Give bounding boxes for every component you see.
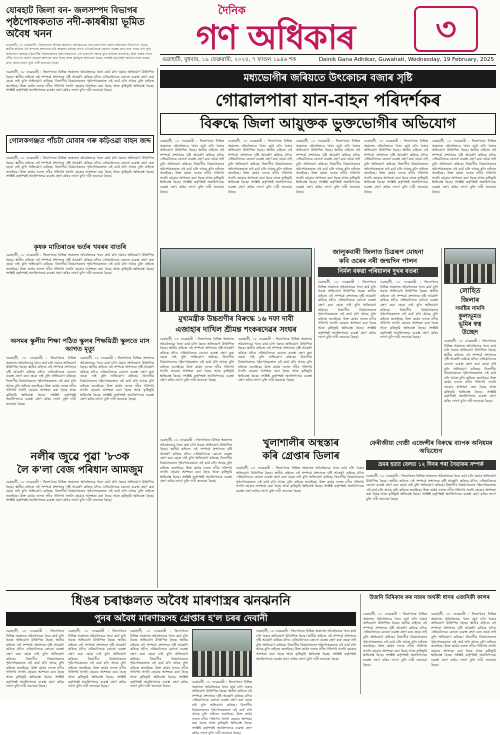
far-right-headline-1: লোহিত	[459, 287, 481, 295]
left-story-5-headline-1: নলীৰ জুৱে পুৱা '৮৩ক	[30, 450, 130, 463]
center-text-3a: গুৱাহাটী, ১৮ ফেব্ৰুৱাৰী : জিলাখনৰ বিভিন্ন অঞ্চলত অবৈধভাৱে খনন কাৰ্য চলি থকাৰ অভিযোগ উত্থাপিত হৈছে। স্থানীয় ৰাইজে এই সম্পৰ্কে প্ৰশাসনৰ দৃষ্টি আকৰ্ষণ কৰিছে যদিও এতিয়ালৈকে কোনো ব্যৱস্থা গ্ৰহণ কৰা হোৱা নাই বুলি অভিযোগ কৰিছে। বিভাগীয় বিষয়াসকলৰ পৃষ্ঠপোষকতাত এই কাৰ্য চলি আছে বুলি ৰাইজে জনাইছে। উক্ত কাৰ্যৰ ফলত নদীৰ গতিপথ সলনি হোৱাৰ আশংকা কৰা হৈছে আৰু কৃষিভূমি ক্ষতিগ্ৰস্ত হৈছে। সংশ্লিষ্ট কৰ্তৃপক্ষই অনতিপলমে ব্যৱস্থা গ্ৰহণ কৰিব লাগে বুলি দাবী জনোৱা হৈছে।	[160, 438, 232, 484]
column-divider-3	[441, 248, 442, 436]
dateline	[160, 54, 496, 66]
top-left-headline-1: যোৰহাট জিলা বন- জলসম্পদ বিভাগৰ	[6, 6, 138, 16]
left-column-text-1: গুৱাহাটী, ১৮ ফেব্ৰুৱাৰী : জিলাখনৰ বিভিন্ন অঞ্চলত অবৈধভাৱে খনন কাৰ্য চলি থকাৰ অভিযোগ উত্থাপিত হৈছে। স্থানীয় ৰাইজে এই সম্পৰ্কে প্ৰশাসনৰ দৃষ্টি আকৰ্ষণ কৰিছে যদিও এতিয়ালৈকে কোনো ব্যৱস্থা গ্ৰহণ কৰা হোৱা নাই বুলি অভিযোগ কৰিছে। বিভাগীয় বিষয়াসকলৰ পৃষ্ঠপোষকতাত এই কাৰ্য চলি আছে বুলি ৰাইজে জনাইছে। উক্ত কাৰ্যৰ ফলত নদীৰ গতিপথ সলনি হোৱাৰ আশংকা কৰা হৈছে আৰু কৃষিভূমি ক্ষতিগ্ৰস্ত হৈছে। সংশ্লিষ্ট কৰ্তৃপক্ষই অনতিপলমে ব্যৱস্থা গ্ৰহণ কৰিব লাগে বুলি দাবী জনোৱা হৈছে।	[6, 70, 154, 93]
bottom-headline: ধিঙৰ চৰাঞ্চলত অবৈধ মাৰণাস্ত্ৰৰ ঝনঝননি	[71, 594, 291, 609]
left-story-5-headline-2: লৈ ক'লা বেজ পৰিধান আমজুম	[17, 465, 143, 476]
main-kicker: মধ্যভোগীৰ জৰিয়তে উৎকোচৰ বজাৰ সৃষ্টি	[160, 70, 496, 88]
main-text-col-5: গুৱাহাটী, ১৮ ফেব্ৰুৱাৰী : জিলাখনৰ বিভিন্ন অঞ্চলত অবৈধভাৱে খনন কাৰ্য চলি থকাৰ অভিযোগ উত্থাপিত হৈছে। স্থানীয় ৰাইজে এই সম্পৰ্কে প্ৰশাসনৰ দৃষ্টি আকৰ্ষণ কৰিছে যদিও এতিয়ালৈকে কোনো ব্যৱস্থা গ্ৰহণ কৰা হোৱা নাই বুলি অভিযোগ কৰিছে। বিভাগীয় বিষয়াসকলৰ পৃষ্ঠপোষকতাত এই কাৰ্য চলি আছে বুলি ৰাইজে জনাইছে। উক্ত কাৰ্যৰ ফলত নদীৰ গতিপথ সলনি হোৱাৰ আশংকা কৰা হৈছে আৰু কৃষিভূমি ক্ষতিগ্ৰস্ত হৈছে। সংশ্লিষ্ট কৰ্তৃপক্ষই অনতিপলমে ব্যৱস্থা গ্ৰহণ কৰিব লাগে বুলি দাবী জনোৱা হৈছে।	[432, 139, 496, 194]
bottom-text-b: গুৱাহাটী, ১৮ ফেব্ৰুৱাৰী : জিলাখনৰ বিভিন্ন অঞ্চলত অবৈধভাৱে খনন কাৰ্য চলি থকাৰ অভিযোগ উত্থাপিত হৈছে। স্থানীয় ৰাইজে এই সম্পৰ্কে প্ৰশাসনৰ দৃষ্টি আকৰ্ষণ কৰিছে যদিও এতিয়ালৈকে কোনো ব্যৱস্থা গ্ৰহণ কৰা হোৱা নাই বুলি অভিযোগ কৰিছে। বিভাগীয় বিষয়াসকলৰ পৃষ্ঠপোষকতাত এই কাৰ্য চলি আছে বুলি ৰাইজে জনাইছে। উক্ত কাৰ্যৰ ফলত নদীৰ গতিপথ সলনি হোৱাৰ আশংকা কৰা হৈছে আৰু কৃষিভূমি ক্ষতিগ্ৰস্ত হৈছে। সংশ্লিষ্ট কৰ্তৃপক্ষই অনতিপলমে ব্যৱস্থা গ্ৰহণ কৰিব লাগে বুলি দাবী জনোৱা হৈছে।	[68, 629, 126, 689]
dateline-assamese: গুৱাহাটী, বুধবাৰ, ১৯ ফেব্ৰুৱাৰী, ২০২৫, ৭ ফাগুন ১৯৪৬ শক	[162, 57, 297, 63]
right-text-a: গুৱাহাটী, ১৮ ফেব্ৰুৱাৰী : জিলাখনৰ বিভিন্ন অঞ্চলত অবৈধভাৱে খনন কাৰ্য চলি থকাৰ অভিযোগ উত্থাপিত হৈছে। স্থানীয় ৰাইজে এই সম্পৰ্কে প্ৰশাসনৰ দৃষ্টি আকৰ্ষণ কৰিছে যদিও এতিয়ালৈকে কোনো ব্যৱস্থা গ্ৰহণ কৰা হোৱা নাই বুলি অভিযোগ কৰিছে। বিভাগীয় বিষয়াসকলৰ পৃষ্ঠপোষকতাত এই কাৰ্য চলি আছে বুলি ৰাইজে জনাইছে। উক্ত কাৰ্যৰ ফলত নদীৰ গতিপথ সলনি হোৱাৰ আশংকা কৰা হৈছে আৰু কৃষিভূমি ক্ষতিগ্ৰস্ত হৈছে। সংশ্লিষ্ট কৰ্তৃপক্ষই অনতিপলমে ব্যৱস্থা গ্ৰহণ কৰিব লাগে বুলি দাবী জনোৱা হৈছে।	[318, 280, 376, 340]
far-right-headline-4: কুলাভূমত	[458, 313, 482, 320]
center-story-2-headline: মুখ্যমন্ত্ৰীক উচ্চশ্ৰণীৰ বিৰুদ্ধে ১৬ দফা দাবী	[178, 315, 294, 323]
bottom-subhead: পুনৰ অবৈধ মাৰণাস্ত্ৰসহ গ্ৰেপ্তাৰ হ'ল চৰৰ দেবানী	[6, 612, 356, 626]
main-text-col-3: গুৱাহাটী, ১৮ ফেব্ৰুৱাৰী : জিলাখনৰ বিভিন্ন অঞ্চলত অবৈধভাৱে খনন কাৰ্য চলি থকাৰ অভিযোগ উত্থাপিত হৈছে। স্থানীয় ৰাইজে এই সম্পৰ্কে প্ৰশাসনৰ দৃষ্টি আকৰ্ষণ কৰিছে যদিও এতিয়ালৈকে কোনো ব্যৱস্থা গ্ৰহণ কৰা হোৱা নাই বুলি অভিযোগ কৰিছে। বিভাগীয় বিষয়াসকলৰ পৃষ্ঠপোষকতাত এই কাৰ্য চলি আছে বুলি ৰাইজে জনাইছে। উক্ত কাৰ্যৰ ফলত নদীৰ গতিপথ সলনি হোৱাৰ আশংকা কৰা হৈছে আৰু কৃষিভূমি ক্ষতিগ্ৰস্ত হৈছে। সংশ্লিষ্ট কৰ্তৃপক্ষই অনতিপলমে ব্যৱস্থা গ্ৰহণ কৰিব লাগে বুলি দাবী জনোৱা হৈছে।	[296, 139, 360, 194]
bottom-text-a: গুৱাহাটী, ১৮ ফেব্ৰুৱাৰী : জিলাখনৰ বিভিন্ন অঞ্চলত অবৈধভাৱে খনন কাৰ্য চলি থকাৰ অভিযোগ উত্থাপিত হৈছে। স্থানীয় ৰাইজে এই সম্পৰ্কে প্ৰশাসনৰ দৃষ্টি আকৰ্ষণ কৰিছে যদিও এতিয়ালৈকে কোনো ব্যৱস্থা গ্ৰহণ কৰা হোৱা নাই বুলি অভিযোগ কৰিছে। বিভাগীয় বিষয়াসকলৰ পৃষ্ঠপোষকতাত এই কাৰ্য চলি আছে বুলি ৰাইজে জনাইছে। উক্ত কাৰ্যৰ ফলত নদীৰ গতিপথ সলনি হোৱাৰ আশংকা কৰা হৈছে আৰু কৃষিভূমি ক্ষতিগ্ৰস্ত হৈছে। সংশ্লিষ্ট কৰ্তৃপক্ষই অনতিপলমে ব্যৱস্থা গ্ৰহণ কৰিব লাগে বুলি দাবী জনোৱা হৈছে।	[6, 629, 64, 689]
page-number: ৩	[414, 6, 478, 52]
center-text-3c: গুৱাহাটী, ১৮ ফেব্ৰুৱাৰী : জিলাখনৰ বিভিন্ন অঞ্চলত অবৈধভাৱে খনন কাৰ্য চলি থকাৰ অভিযোগ উত্থাপিত হৈছে। স্থানীয় ৰাইজে এই সম্পৰ্কে প্ৰশাসনৰ দৃষ্টি আকৰ্ষণ কৰিছে যদিও এতিয়ালৈকে কোনো ব্যৱস্থা গ্ৰহণ কৰা হোৱা নাই বুলি অভিযোগ কৰিছে। বিভাগীয় বিষয়াসকলৰ পৃষ্ঠপোষকতাত এই কাৰ্য চলি আছে বুলি ৰাইজে জনাইছে। উক্ত কাৰ্যৰ ফলত নদীৰ গতিপথ সলনি হোৱাৰ আশংকা কৰা হৈছে আৰু কৃষিভূমি ক্ষতিগ্ৰস্ত হৈছে। সংশ্লিষ্ট কৰ্তৃপক্ষই অনতিপলমে ব্যৱস্থা গ্ৰহণ কৰিব লাগে বুলি দাবী জনোৱা হৈছে।	[366, 474, 496, 501]
top-left-headline-2: পৃষ্ঠপোষকতাত নদী-কাষৰীয়া ভূমিত অবৈধ খনন	[6, 17, 145, 40]
column-divider-1	[157, 68, 158, 588]
main-text-col-1: গুৱাহাটী, ১৮ ফেব্ৰুৱাৰী : জিলাখনৰ বিভিন্ন অঞ্চলত অবৈধভাৱে খনন কাৰ্য চলি থকাৰ অভিযোগ উত্থাপিত হৈছে। স্থানীয় ৰাইজে এই সম্পৰ্কে প্ৰশাসনৰ দৃষ্টি আকৰ্ষণ কৰিছে যদিও এতিয়ালৈকে কোনো ব্যৱস্থা গ্ৰহণ কৰা হোৱা নাই বুলি অভিযোগ কৰিছে। বিভাগীয় বিষয়াসকলৰ পৃষ্ঠপোষকতাত এই কাৰ্য চলি আছে বুলি ৰাইজে জনাইছে। উক্ত কাৰ্যৰ ফলত নদীৰ গতিপথ সলনি হোৱাৰ আশংকা কৰা হৈছে আৰু কৃষিভূমি ক্ষতিগ্ৰস্ত হৈছে। সংশ্লিষ্ট কৰ্তৃপক্ষই অনতিপলমে ব্যৱস্থা গ্ৰহণ কৰিব লাগে বুলি দাবী জনোৱা হৈছে।	[160, 139, 224, 194]
center-story-3-headline-2: কৰি গ্ৰেপ্তাৰ ডিলাৰ	[262, 451, 340, 462]
left-column-text-4a: গুৱাহাটী, ১৮ ফেব্ৰুৱাৰী : জিলাখনৰ বিভিন্ন অঞ্চলত অবৈধভাৱে খনন কাৰ্য চলি থকাৰ অভিযোগ উত্থাপিত হৈছে। স্থানীয় ৰাইজে এই সম্পৰ্কে প্ৰশাসনৰ দৃষ্টি আকৰ্ষণ কৰিছে যদিও এতিয়ালৈকে কোনো ব্যৱস্থা গ্ৰহণ কৰা হোৱা নাই বুলি অভিযোগ কৰিছে। বিভাগীয় বিষয়াসকলৰ পৃষ্ঠপোষকতাত এই কাৰ্য চলি আছে বুলি ৰাইজে জনাইছে। উক্ত কাৰ্যৰ ফলত নদীৰ গতিপথ সলনি হোৱাৰ আশংকা কৰা হৈছে আৰু কৃষিভূমি ক্ষতিগ্ৰস্ত হৈছে। সংশ্লিষ্ট কৰ্তৃপক্ষই অনতিপলমে ব্যৱস্থা গ্ৰহণ কৰিব লাগে বুলি দাবী জনোৱা হৈছে।	[6, 356, 76, 406]
left-column-text-3: গুৱাহাটী, ১৮ ফেব্ৰুৱাৰী : জিলাখনৰ বিভিন্ন অঞ্চলত অবৈধভাৱে খনন কাৰ্য চলি থকাৰ অভিযোগ উত্থাপিত হৈছে। স্থানীয় ৰাইজে এই সম্পৰ্কে প্ৰশাসনৰ দৃষ্টি আকৰ্ষণ কৰিছে যদিও এতিয়ালৈকে কোনো ব্যৱস্থা গ্ৰহণ কৰা হোৱা নাই বুলি অভিযোগ কৰিছে। বিভাগীয় বিষয়াসকলৰ পৃষ্ঠপোষকতাত এই কাৰ্য চলি আছে বুলি ৰাইজে জনাইছে। উক্ত কাৰ্যৰ ফলত নদীৰ গতিপথ সলনি হোৱাৰ আশংকা কৰা হৈছে আৰু কৃষিভূমি ক্ষতিগ্ৰস্ত হৈছে। সংশ্লিষ্ট কৰ্তৃপক্ষই অনতিপলমে ব্যৱস্থা গ্ৰহণ কৰিব লাগে বুলি দাবী জনোৱা হৈছে।	[6, 253, 154, 276]
main-subhead: বিৰুদ্ধে জিলা আয়ুক্তক ভুক্তভোগীৰ অভিযোগ	[200, 116, 456, 132]
left-column-text-4b: গুৱাহাটী, ১৮ ফেব্ৰুৱাৰী : জিলাখনৰ বিভিন্ন অঞ্চলত অবৈধভাৱে খনন কাৰ্য চলি থকাৰ অভিযোগ উত্থাপিত হৈছে। স্থানীয় ৰাইজে এই সম্পৰ্কে প্ৰশাসনৰ দৃষ্টি আকৰ্ষণ কৰিছে যদিও এতিয়ালৈকে কোনো ব্যৱস্থা গ্ৰহণ কৰা হোৱা নাই বুলি অভিযোগ কৰিছে। বিভাগীয় বিষয়াসকলৰ পৃষ্ঠপোষকতাত এই কাৰ্য চলি আছে বুলি ৰাইজে জনাইছে। উক্ত কাৰ্যৰ ফলত নদীৰ গতিপথ সলনি হোৱাৰ আশংকা কৰা হৈছে আৰু কৃষিভূমি ক্ষতিগ্ৰস্ত হৈছে। সংশ্লিষ্ট কৰ্তৃপক্ষই অনতিপলমে ব্যৱস্থা গ্ৰহণ কৰিব লাগে বুলি দাবী জনোৱা হৈছে।	[80, 356, 154, 402]
far-right-headline-6: উচ্ছেদ	[462, 329, 478, 336]
small-headline-bar: ভ্ৰমৰ হত্যা বেলত ১২ দিনৰ পৰা সৈয়াকৰ সম্পৰ্ক	[366, 460, 496, 470]
far-right-text: গুৱাহাটী, ১৮ ফেব্ৰুৱাৰী : জিলাখনৰ বিভিন্ন অঞ্চলত অবৈধভাৱে খনন কাৰ্য চলি থকাৰ অভিযোগ উত্থাপিত হৈছে। স্থানীয় ৰাইজে এই সম্পৰ্কে প্ৰশাসনৰ দৃষ্টি আকৰ্ষণ কৰিছে যদিও এতিয়ালৈকে কোনো ব্যৱস্থা গ্ৰহণ কৰা হোৱা নাই বুলি অভিযোগ কৰিছে। বিভাগীয় বিষয়াসকলৰ পৃষ্ঠপোষকতাত এই কাৰ্য চলি আছে বুলি ৰাইজে জনাইছে। উক্ত কাৰ্যৰ ফলত নদীৰ গতিপথ সলনি হোৱাৰ আশংকা কৰা হৈছে আৰু কৃষিভূমি ক্ষতিগ্ৰস্ত হৈছে। সংশ্লিষ্ট কৰ্তৃপক্ষই অনতিপলমে ব্যৱস্থা গ্ৰহণ কৰিব লাগে বুলি দাবী জনোৱা হৈছে।	[444, 339, 496, 403]
dateline-english: Dainik Gana Adhikar, Guwahati, Wednesday, 19 February, 2025	[318, 57, 494, 63]
right-story-subhead: নিৰ্মল বৰুৱা পৰিয়ালৰ দুখৰ বতৰা	[318, 267, 438, 277]
right-story-headline-2: কবি ওৰেৰ নৰী জন্মদিন পালন	[338, 257, 418, 265]
left-column-text-5: গুৱাহাটী, ১৮ ফেব্ৰুৱাৰী : জিলাখনৰ বিভিন্ন অঞ্চলত অবৈধভাৱে খনন কাৰ্য চলি থকাৰ অভিযোগ উত্থাপিত হৈছে। স্থানীয় ৰাইজে এই সম্পৰ্কে প্ৰশাসনৰ দৃষ্টি আকৰ্ষণ কৰিছে যদিও এতিয়ালৈকে কোনো ব্যৱস্থা গ্ৰহণ কৰা হোৱা নাই বুলি অভিযোগ কৰিছে। বিভাগীয় বিষয়াসকলৰ পৃষ্ঠপোষকতাত এই কাৰ্য চলি আছে বুলি ৰাইজে জনাইছে। উক্ত কাৰ্যৰ ফলত নদীৰ গতিপথ সলনি হোৱাৰ আশংকা কৰা হৈছে আৰু কৃষিভূমি ক্ষতিগ্ৰস্ত হৈছে। সংশ্লিষ্ট কৰ্তৃপক্ষই অনতিপলমে ব্যৱস্থা গ্ৰহণ কৰিব লাগে বুলি দাবী জনোৱা হৈছে।	[6, 480, 154, 503]
masthead	[0, 0, 500, 78]
bottom-right-headline: উজনি মিৰিকাৰ কৰ নজৰ অৰ্থকী ধানৰ এজনিকী কালৰ	[369, 595, 490, 601]
main-text-col-4: গুৱাহাটী, ১৮ ফেব্ৰুৱাৰী : জিলাখনৰ বিভিন্ন অঞ্চলত অবৈধভাৱে খনন কাৰ্য চলি থকাৰ অভিযোগ উত্থাপিত হৈছে। স্থানীয় ৰাইজে এই সম্পৰ্কে প্ৰশাসনৰ দৃষ্টি আকৰ্ষণ কৰিছে যদিও এতিয়ালৈকে কোনো ব্যৱস্থা গ্ৰহণ কৰা হোৱা নাই বুলি অভিযোগ কৰিছে। বিভাগীয় বিষয়াসকলৰ পৃষ্ঠপোষকতাত এই কাৰ্য চলি আছে বুলি ৰাইজে জনাইছে। উক্ত কাৰ্যৰ ফলত নদীৰ গতিপথ সলনি হোৱাৰ আশংকা কৰা হৈছে আৰু কৃষিভূমি ক্ষতিগ্ৰস্ত হৈছে। সংশ্লিষ্ট কৰ্তৃপক্ষই অনতিপলমে ব্যৱস্থা গ্ৰহণ কৰিব লাগে বুলি দাবী জনোৱা হৈছে।	[364, 139, 428, 194]
right-text-b: গুৱাহাটী, ১৮ ফেব্ৰুৱাৰী : জিলাখনৰ বিভিন্ন অঞ্চলত অবৈধভাৱে খনন কাৰ্য চলি থকাৰ অভিযোগ উত্থাপিত হৈছে। স্থানীয় ৰাইজে এই সম্পৰ্কে প্ৰশাসনৰ দৃষ্টি আকৰ্ষণ কৰিছে যদিও এতিয়ালৈকে কোনো ব্যৱস্থা গ্ৰহণ কৰা হোৱা নাই বুলি অভিযোগ কৰিছে। বিভাগীয় বিষয়াসকলৰ পৃষ্ঠপোষকতাত এই কাৰ্য চলি আছে বুলি ৰাইজে জনাইছে। উক্ত কাৰ্যৰ ফলত নদীৰ গতিপথ সলনি হোৱাৰ আশংকা কৰা হৈছে আৰু কৃষিভূমি ক্ষতিগ্ৰস্ত হৈছে। সংশ্লিষ্ট কৰ্তৃপক্ষই অনতিপলমে ব্যৱস্থা গ্ৰহণ কৰিব লাগে বুলি দাবী জনোৱা হৈছে।	[380, 280, 438, 340]
center-story-3-subhead: ফেৰীজীয়া গোষ্ঠী এজেন্সীৰ বিৰুদ্ধে ব্যাপক অনিয়মৰ অভিযোগ	[369, 440, 493, 455]
right-story-headline-1: জালুকবাৰী জিলাত চিত্ৰৰূপ মোহনা	[332, 248, 424, 256]
center-story-3-headline-1: খুলাশালীৰ অস্থস্তাৰ	[262, 438, 340, 449]
center-story-2-subhead: এজাহাৰ দাখিল শ্ৰীমন্ত শংকৰদেৱৰ সংঘৰ	[175, 325, 297, 334]
bottom-right-text-a: গুৱাহাটী, ১৮ ফেব্ৰুৱাৰী : জিলাখনৰ বিভিন্ন অঞ্চলত অবৈধভাৱে খনন কাৰ্য চলি থকাৰ অভিযোগ উত্থাপিত হৈছে। স্থানীয় ৰাইজে এই সম্পৰ্কে প্ৰশাসনৰ দৃষ্টি আকৰ্ষণ কৰিছে যদিও এতিয়ালৈকে কোনো ব্যৱস্থা গ্ৰহণ কৰা হোৱা নাই বুলি অভিযোগ কৰিছে। বিভাগীয় বিষয়াসকলৰ পৃষ্ঠপোষকতাত এই কাৰ্য চলি আছে বুলি ৰাইজে জনাইছে। উক্ত কাৰ্যৰ ফলত নদীৰ গতিপথ সলনি হোৱাৰ আশংকা কৰা হৈছে আৰু কৃষিভূমি ক্ষতিগ্ৰস্ত হৈছে। সংশ্লিষ্ট কৰ্তৃপক্ষই অনতিপলমে ব্যৱস্থা গ্ৰহণ কৰিব লাগে বুলি দাবী জনোৱা হৈছে।	[363, 612, 427, 667]
left-story-3-headline: কৃষক মাতিৰাওৰ ভৰ্তৰ খবৰৰ বাতৰি	[33, 243, 127, 251]
left-column-text-2: গুৱাহাটী, ১৮ ফেব্ৰুৱাৰী : জিলাখনৰ বিভিন্ন অঞ্চলত অবৈধভাৱে খনন কাৰ্য চলি থকাৰ অভিযোগ উত্থাপিত হৈছে। স্থানীয় ৰাইজে এই সম্পৰ্কে প্ৰশাসনৰ দৃষ্টি আকৰ্ষণ কৰিছে যদিও এতিয়ালৈকে কোনো ব্যৱস্থা গ্ৰহণ কৰা হোৱা নাই বুলি অভিযোগ কৰিছে। বিভাগীয় বিষয়াসকলৰ পৃষ্ঠপোষকতাত এই কাৰ্য চলি আছে বুলি ৰাইজে জনাইছে। উক্ত কাৰ্যৰ ফলত নদীৰ গতিপথ সলনি হোৱাৰ আশংকা কৰা হৈছে আৰু কৃষিভূমি ক্ষতিগ্ৰস্ত হৈছে। সংশ্লিষ্ট কৰ্তৃপক্ষই অনতিপলমে ব্যৱস্থা গ্ৰহণ কৰিব লাগে বুলি দাবী জনোৱা হৈছে।	[6, 156, 154, 179]
top-left-body: গুৱাহাটী, ১৮ ফেব্ৰুৱাৰী : জিলাখনৰ বিভিন্ন অঞ্চলত অবৈধভাৱে খনন কাৰ্য চলি থকাৰ অভিযোগ উত্থাপিত হৈছে। স্থানীয় ৰাইজে এই সম্পৰ্কে প্ৰশাসনৰ দৃষ্টি আকৰ্ষণ কৰিছে যদিও এতিয়ালৈকে কোনো ব্যৱস্থা গ্ৰহণ কৰা হোৱা নাই বুলি অভিযোগ কৰিছে। বিভাগীয় বিষয়াসকলৰ পৃষ্ঠপোষকতাত এই কাৰ্য চলি আছে বুলি ৰাইজে জনাইছে। উক্ত কাৰ্যৰ ফলত নদীৰ গতিপথ সলনি হোৱাৰ আশংকা কৰা হৈছে আৰু কৃষিভূমি ক্ষতিগ্ৰস্ত হৈছে। সংশ্লিষ্ট কৰ্তৃপক্ষই অনতিপলমে ব্যৱস্থা গ্ৰহণ কৰিব লাগে বুলি দাবী জনোৱা হৈছে।	[6, 43, 153, 65]
bottom-photo	[192, 629, 252, 677]
column-divider-2	[314, 248, 315, 436]
center-text-2b: গুৱাহাটী, ১৮ ফেব্ৰুৱাৰী : জিলাখনৰ বিভিন্ন অঞ্চলত অবৈধভাৱে খনন কাৰ্য চলি থকাৰ অভিযোগ উত্থাপিত হৈছে। স্থানীয় ৰাইজে এই সম্পৰ্কে প্ৰশাসনৰ দৃষ্টি আকৰ্ষণ কৰিছে যদিও এতিয়ালৈকে কোনো ব্যৱস্থা গ্ৰহণ কৰা হোৱা নাই বুলি অভিযোগ কৰিছে। বিভাগীয় বিষয়াসকলৰ পৃষ্ঠপোষকতাত এই কাৰ্য চলি আছে বুলি ৰাইজে জনাইছে। উক্ত কাৰ্যৰ ফলত নদীৰ গতিপথ সলনি হোৱাৰ আশংকা কৰা হৈছে আৰু কৃষিভূমি ক্ষতিগ্ৰস্ত হৈছে। সংশ্লিষ্ট কৰ্তৃপক্ষই অনতিপলমে ব্যৱস্থা গ্ৰহণ কৰিব লাগে বুলি দাবী জনোৱা হৈছে।	[238, 337, 312, 383]
far-right-headline-3: সমষ্টিৰ নামনি	[455, 306, 485, 312]
far-right-headline-2: জিলাৰ	[460, 296, 480, 304]
masthead-title: গণ অধিকাৰ	[196, 18, 355, 58]
masthead-daily: দৈনিক	[218, 4, 246, 17]
bottom-text-d: গুৱাহাটী, ১৮ ফেব্ৰুৱাৰী : জিলাখনৰ বিভিন্ন অঞ্চলত অবৈধভাৱে খনন কাৰ্য চলি থকাৰ অভিযোগ উত্থাপিত হৈছে। স্থানীয় ৰাইজে এই সম্পৰ্কে প্ৰশাসনৰ দৃষ্টি আকৰ্ষণ কৰিছে যদিও এতিয়ালৈকে কোনো ব্যৱস্থা গ্ৰহণ কৰা হোৱা নাই বুলি অভিযোগ কৰিছে। বিভাগীয় বিষয়াসকলৰ পৃষ্ঠপোষকতাত এই কাৰ্য চলি আছে বুলি ৰাইজে জনাইছে। উক্ত কাৰ্যৰ ফলত নদীৰ গতিপথ সলনি হোৱাৰ আশংকা কৰা হৈছে আৰু কৃষিভূমি ক্ষতিগ্ৰস্ত হৈছে। সংশ্লিষ্ট কৰ্তৃপক্ষই অনতিপলমে ব্যৱস্থা গ্ৰহণ কৰিব লাগে বুলি দাবী জনোৱা হৈছে।	[256, 629, 356, 661]
group-photo	[160, 248, 312, 312]
column-divider-4	[360, 594, 361, 694]
center-text-3b: গুৱাহাটী, ১৮ ফেব্ৰুৱাৰী : জিলাখনৰ বিভিন্ন অঞ্চলত অবৈধভাৱে খনন কাৰ্য চলি থকাৰ অভিযোগ উত্থাপিত হৈছে। স্থানীয় ৰাইজে এই সম্পৰ্কে প্ৰশাসনৰ দৃষ্টি আকৰ্ষণ কৰিছে যদিও এতিয়ালৈকে কোনো ব্যৱস্থা গ্ৰহণ কৰা হোৱা নাই বুলি অভিযোগ কৰিছে। বিভাগীয় বিষয়াসকলৰ পৃষ্ঠপোষকতাত এই কাৰ্য চলি আছে বুলি ৰাইজে জনাইছে। উক্ত কাৰ্যৰ ফলত নদীৰ গতিপথ সলনি হোৱাৰ আশংকা কৰা হৈছে আৰু কৃষিভূমি ক্ষতিগ্ৰস্ত হৈছে। সংশ্লিষ্ট কৰ্তৃপক্ষই অনতিপলমে ব্যৱস্থা গ্ৰহণ কৰিব লাগে বুলি দাবী জনোৱা হৈছে।	[236, 466, 364, 493]
bottom-photo-caption: গুৱাহাটী, ১৮ ফেব্ৰুৱাৰী : জিলাখনৰ বিভিন্ন অঞ্চলত অবৈধভাৱে খনন কাৰ্য চলি থকাৰ অভিযোগ উত্থাপিত হৈছে। স্থানীয় ৰাইজে এই সম্পৰ্কে প্ৰশাসনৰ দৃষ্টি আকৰ্ষণ কৰিছে যদিও এতিয়ালৈকে কোনো ব্যৱস্থা গ্ৰহণ কৰা হোৱা নাই বুলি অভিযোগ কৰিছে। বিভাগীয় বিষয়াসকলৰ পৃষ্ঠপোষকতাত এই কাৰ্য চলি আছে বুলি ৰাইজে জনাইছে। উক্ত কাৰ্যৰ ফলত নদীৰ গতিপথ সলনি হোৱাৰ আশংকা কৰা হৈছে আৰু কৃষিভূমি ক্ষতিগ্ৰস্ত হৈছে। সংশ্লিষ্ট কৰ্তৃপক্ষই অনতিপলমে ব্যৱস্থা গ্ৰহণ কৰিব লাগে বুলি দাবী জনোৱা হৈছে।	[192, 680, 252, 735]
far-right-headline-5: ভূমিৰ স্বত্ব	[458, 321, 482, 328]
left-story-4-headline: অসমৰ স্কুলীয় শিক্ষা পঠিত স্কুলৰ শিক্ষয়িত্ৰী স্কুলতে মাস আগত মৃত্যু	[10, 337, 150, 353]
main-headline: গোৱালপাৰা যান-বাহন পৰিদৰ্শকৰ	[215, 91, 441, 111]
bottom-rule	[6, 590, 496, 591]
left-story-2-headline: গোলকগঞ্জত পাঁচটা মোবাৰ গৰু কঢ়িওৱা বাহন জব্দ	[9, 137, 151, 145]
center-text-2a: গুৱাহাটী, ১৮ ফেব্ৰুৱাৰী : জিলাখনৰ বিভিন্ন অঞ্চলত অবৈধভাৱে খনন কাৰ্য চলি থকাৰ অভিযোগ উত্থাপিত হৈছে। স্থানীয় ৰাইজে এই সম্পৰ্কে প্ৰশাসনৰ দৃষ্টি আকৰ্ষণ কৰিছে যদিও এতিয়ালৈকে কোনো ব্যৱস্থা গ্ৰহণ কৰা হোৱা নাই বুলি অভিযোগ কৰিছে। বিভাগীয় বিষয়াসকলৰ পৃষ্ঠপোষকতাত এই কাৰ্য চলি আছে বুলি ৰাইজে জনাইছে। উক্ত কাৰ্যৰ ফলত নদীৰ গতিপথ সলনি হোৱাৰ আশংকা কৰা হৈছে আৰু কৃষিভূমি ক্ষতিগ্ৰস্ত হৈছে। সংশ্লিষ্ট কৰ্তৃপক্ষই অনতিপলমে ব্যৱস্থা গ্ৰহণ কৰিব লাগে বুলি দাবী জনোৱা হৈছে।	[160, 337, 234, 383]
far-right-photo	[444, 248, 496, 284]
main-text-col-2: গুৱাহাটী, ১৮ ফেব্ৰুৱাৰী : জিলাখনৰ বিভিন্ন অঞ্চলত অবৈধভাৱে খনন কাৰ্য চলি থকাৰ অভিযোগ উত্থাপিত হৈছে। স্থানীয় ৰাইজে এই সম্পৰ্কে প্ৰশাসনৰ দৃষ্টি আকৰ্ষণ কৰিছে যদিও এতিয়ালৈকে কোনো ব্যৱস্থা গ্ৰহণ কৰা হোৱা নাই বুলি অভিযোগ কৰিছে। বিভাগীয় বিষয়াসকলৰ পৃষ্ঠপোষকতাত এই কাৰ্য চলি আছে বুলি ৰাইজে জনাইছে। উক্ত কাৰ্যৰ ফলত নদীৰ গতিপথ সলনি হোৱাৰ আশংকা কৰা হৈছে আৰু কৃষিভূমি ক্ষতিগ্ৰস্ত হৈছে। সংশ্লিষ্ট কৰ্তৃপক্ষই অনতিপলমে ব্যৱস্থা গ্ৰহণ কৰিব লাগে বুলি দাবী জনোৱা হৈছে।	[228, 139, 292, 194]
bottom-right-text-b: গুৱাহাটী, ১৮ ফেব্ৰুৱাৰী : জিলাখনৰ বিভিন্ন অঞ্চলত অবৈধভাৱে খনন কাৰ্য চলি থকাৰ অভিযোগ উত্থাপিত হৈছে। স্থানীয় ৰাইজে এই সম্পৰ্কে প্ৰশাসনৰ দৃষ্টি আকৰ্ষণ কৰিছে যদিও এতিয়ালৈকে কোনো ব্যৱস্থা গ্ৰহণ কৰা হোৱা নাই বুলি অভিযোগ কৰিছে। বিভাগীয় বিষয়াসকলৰ পৃষ্ঠপোষকতাত এই কাৰ্য চলি আছে বুলি ৰাইজে জনাইছে। উক্ত কাৰ্যৰ ফলত নদীৰ গতিপথ সলনি হোৱাৰ আশংকা কৰা হৈছে আৰু কৃষিভূমি ক্ষতিগ্ৰস্ত হৈছে। সংশ্লিষ্ট কৰ্তৃপক্ষই অনতিপলমে ব্যৱস্থা গ্ৰহণ কৰিব লাগে বুলি দাবী জনোৱা হৈছে।	[431, 612, 496, 667]
bottom-text-c: গুৱাহাটী, ১৮ ফেব্ৰুৱাৰী : জিলাখনৰ বিভিন্ন অঞ্চলত অবৈধভাৱে খনন কাৰ্য চলি থকাৰ অভিযোগ উত্থাপিত হৈছে। স্থানীয় ৰাইজে এই সম্পৰ্কে প্ৰশাসনৰ দৃষ্টি আকৰ্ষণ কৰিছে যদিও এতিয়ালৈকে কোনো ব্যৱস্থা গ্ৰহণ কৰা হোৱা নাই বুলি অভিযোগ কৰিছে। বিভাগীয় বিষয়াসকলৰ পৃষ্ঠপোষকতাত এই কাৰ্য চলি আছে বুলি ৰাইজে জনাইছে। উক্ত কাৰ্যৰ ফলত নদীৰ গতিপথ সলনি হোৱাৰ আশংকা কৰা হৈছে আৰু কৃষিভূমি ক্ষতিগ্ৰস্ত হৈছে। সংশ্লিষ্ট কৰ্তৃপক্ষই অনতিপলমে ব্যৱস্থা গ্ৰহণ কৰিব লাগে বুলি দাবী জনোৱা হৈছে।	[130, 629, 188, 689]
